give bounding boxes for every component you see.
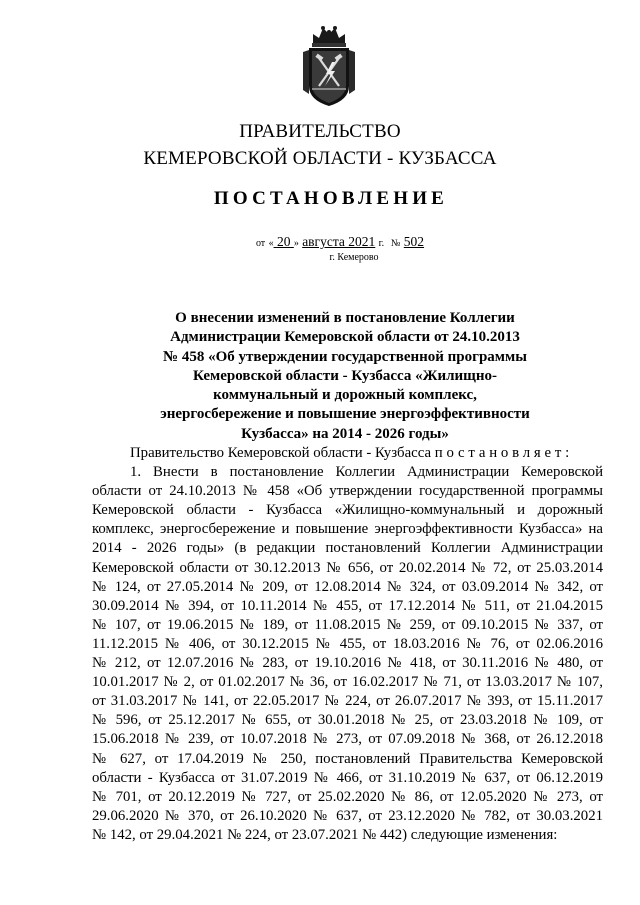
document-type-title: ПОСТАНОВЛЕНИЕ [213,188,449,209]
heading-line: коммунальный и дорожный комплекс, [213,387,477,404]
government-name-line1: ПРАВИТЕЛЬСТВО [239,121,401,142]
body-line: комплекс, энергосбережение и повышение энергоэффективности Кузбасса» на [92,521,603,538]
date-day [274,234,294,249]
body-line: № 627, от 17.04.2019 № 250, постановлений Правительства Кемеровской [92,750,603,767]
heading-line: энергосбережение и повышение энергоэффективности [160,406,530,423]
date-month-year: августа 2021 [302,234,376,249]
document-heading [150,309,540,444]
body-line: № 142, от 29.04.2021 № 224, от 23.07.2021 № 442) следующие изменения: [92,826,558,843]
heading-line: № 458 «Об утверждении государственной программы [163,348,527,365]
heading-line: О внесении изменений в постановление Коллегии [175,310,515,326]
body-line: 29.06.2020 № 370, от 26.10.2020 № 637, от 23.12.2020 № 782, от 30.03.2021 [92,807,603,824]
document-date-line [0,234,640,252]
body-line: Кемеровской области от 30.12.2013 № 656, от 20.02.2014 № 72, от 25.03.2014 [92,559,603,576]
body-line: 2014 - 2026 годы» (в редакции постановлений Коллегии Администрации [92,540,603,557]
body-line: 30.09.2014 № 394, от 10.11.2014 № 455, от 17.12.2014 № 511, от 21.04.2015 [92,597,603,614]
body-line: области от 24.10.2013 № 458 «Об утверждении государственной программы [92,483,603,500]
date-year-suffix: г. [378,238,385,249]
body-line: Кемеровской области - Кузбасса «Жилищно-коммунальный и дорожный [92,502,603,519]
date-day-value: 20 [276,234,291,249]
heading-line: Администрации Кемеровской области от 24.10.2013 [170,329,520,346]
body-line: № 124, от 27.05.2014 № 209, от 12.08.2014 № 324, от 03.09.2014 № 342, от [92,578,603,595]
document-body [92,444,603,845]
intro-paragraph [92,444,603,463]
heading-line: Кузбасса» на 2014 - 2026 годы» [241,425,449,442]
date-quote-close: » [293,238,299,249]
resolves-word: постановляет: [434,445,574,461]
government-name-line2: КЕМЕРОВСКОЙ ОБЛАСТИ - КУЗБАССА [143,148,497,169]
date-prefix: от [255,238,266,249]
heading-line: Кемеровской области - Кузбасса «Жилищно- [193,367,497,384]
body-line: области - Кузбасса от 31.07.2019 № 466, от 31.10.2019 № 637, от 06.12.2019 [92,769,603,786]
document-city: г. Кемерово [329,252,379,263]
document-number: 502 [403,234,425,249]
body-line: № 596, от 25.12.2017 № 655, от 30.01.2018 № 25, от 23.03.2018 № 109, от [92,712,603,729]
number-label: № [390,238,401,249]
body-line: № 701, от 20.12.2019 № 727, от 25.02.2020 № 86, от 12.05.2020 № 273, от [92,788,603,805]
body-line: № 212, от 12.07.2016 № 283, от 19.10.2016 № 418, от 30.11.2016 № 480, от [92,655,603,672]
body-line: 15.06.2018 № 239, от 10.07.2018 № 273, от 07.09.2018 № 368, от 26.12.2018 [92,731,603,748]
coat-of-arms-icon [299,24,359,108]
body-line: 10.01.2017 № 2, от 01.02.2017 № 36, от 16.02.2017 № 71, от 13.03.2017 № 107, [92,674,603,691]
body-line: № 107, от 19.06.2015 № 189, от 11.08.2015 № 259, от 09.10.2015 № 337, от [92,616,603,633]
date-quote-open: « [268,238,274,249]
body-line: 11.12.2015 № 406, от 30.12.2015 № 455, от 18.03.2016 № 76, от 02.06.2016 [92,635,603,652]
body-line: 1. Внести в постановление Коллегии Администрации Кемеровской [130,464,603,481]
intro-text: Правительство Кемеровской области - Кузбасса [130,445,432,461]
body-line: от 31.03.2017 № 141, от 22.05.2017 № 224, от 26.07.2017 № 393, от 15.11.2017 [92,693,603,710]
